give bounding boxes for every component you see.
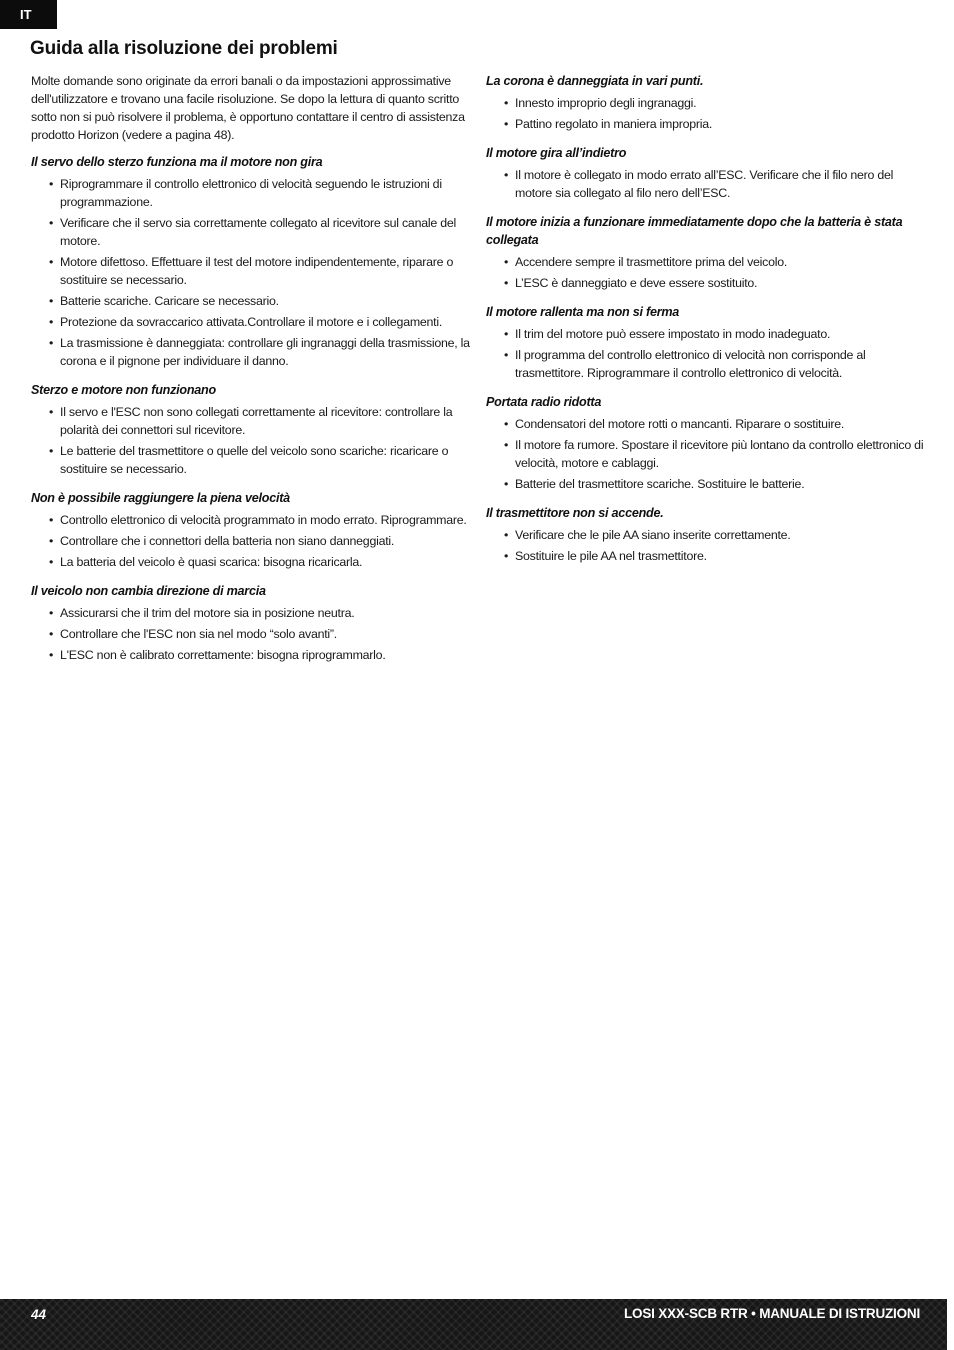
list-item: • Il servo e l'ESC non sono collegati correttamente al ricevitore: controllare la polarità dei connettori sul ricevitore.	[31, 403, 471, 439]
list-item: • Batterie del trasmettitore scariche. Sostituire le batterie.	[486, 475, 928, 493]
list-item: • Assicurarsi che il trim del motore sia in posizione neutra.	[31, 604, 471, 622]
troubleshooting-section	[486, 504, 928, 565]
list-item: • Le batterie del trasmettitore o quelle del veicolo sono scariche: ricaricare o sostituire se necessario.	[31, 442, 471, 478]
list-item: • Verificare che le pile AA siano inserite correttamente.	[486, 526, 928, 544]
left-sections	[31, 153, 471, 664]
bullet-list	[486, 526, 928, 565]
list-item: • Batterie scariche. Caricare se necessario.	[31, 292, 471, 310]
list-item: • Pattino regolato in maniera impropria.	[486, 115, 928, 133]
section-heading: La corona è danneggiata in vari punti.	[486, 74, 704, 88]
list-item: • Controllare che i connettori della batteria non siano danneggiati.	[31, 532, 471, 550]
bullet-list	[486, 94, 928, 133]
troubleshooting-section	[486, 213, 928, 292]
list-item: • Controllare che l'ESC non sia nel modo “solo avanti”.	[31, 625, 471, 643]
right-column	[486, 72, 928, 576]
list-item: • La trasmissione è danneggiata: controllare gli ingranaggi della trasmissione, la corona e il pignone per individuare il danno.	[31, 334, 471, 370]
troubleshooting-section	[486, 144, 928, 202]
list-item: • Motore difettoso. Effettuare il test del motore indipendentemente, riparare o sostituire se necessario.	[31, 253, 471, 289]
section-heading: Sterzo e motore non funzionano	[31, 383, 216, 397]
page-number: 44	[31, 1307, 47, 1322]
troubleshooting-section	[31, 582, 471, 664]
bullet-list	[486, 166, 928, 202]
language-tab: IT	[0, 0, 57, 29]
troubleshooting-section	[486, 393, 928, 493]
list-item: • Riprogrammare il controllo elettronico di velocità seguendo le istruzioni di programmazione.	[31, 175, 471, 211]
list-item: • Controllo elettronico di velocità programmato in modo errato. Riprogrammare.	[31, 511, 471, 529]
section-heading: Il veicolo non cambia direzione di marcia	[31, 584, 266, 598]
section-heading: Il servo dello sterzo funziona ma il motore non gira	[31, 155, 323, 169]
page-footer	[0, 1299, 954, 1350]
bullet-list	[31, 604, 471, 664]
section-heading: Il trasmettitore non si accende.	[486, 506, 664, 520]
bullet-list	[31, 403, 471, 478]
list-item: • Verificare che il servo sia correttamente collegato al ricevitore sul canale del motore.	[31, 214, 471, 250]
list-item: • Accendere sempre il trasmettitore prima del veicolo.	[486, 253, 928, 271]
troubleshooting-section	[31, 489, 471, 571]
bullet-list	[31, 511, 471, 571]
intro-paragraph: Molte domande sono originate da errori banali o da impostazioni approssimative dell'utilizzatore e trovano una facile risoluzione. Se dopo la lettura di quanto scritto sotto non si può risolvere il problema, è opportuno contattare il centro di assistenza prodotto Horizon (vedere a pagina 48).	[31, 74, 465, 142]
list-item: • L’ESC è danneggiato e deve essere sostituito.	[486, 274, 928, 292]
right-sections	[486, 72, 928, 565]
troubleshooting-section	[486, 303, 928, 382]
manual-title: LOSI XXX-SCB RTR • MANUALE DI ISTRUZIONI	[624, 1306, 920, 1321]
troubleshooting-section	[31, 381, 471, 478]
section-heading: Non è possibile raggiungere la piena velocità	[31, 491, 290, 505]
list-item: • Innesto improprio degli ingranaggi.	[486, 94, 928, 112]
section-heading: Il motore rallenta ma non si ferma	[486, 305, 680, 319]
troubleshooting-section	[31, 153, 471, 370]
section-heading: Il motore inizia a funzionare immediatamente dopo che la batteria è stata collegata	[486, 215, 903, 247]
page-title: Guida alla risoluzione dei problemi	[30, 38, 338, 59]
list-item: • Il motore fa rumore. Spostare il ricevitore più lontano da controllo elettronico di velocità, motore e cablaggi.	[486, 436, 928, 472]
bullet-list	[486, 253, 928, 292]
section-heading: Portata radio ridotta	[486, 395, 602, 409]
list-item: • Il trim del motore può essere impostato in modo inadeguato.	[486, 325, 928, 343]
left-column	[31, 72, 471, 675]
section-heading: Il motore gira all’indietro	[486, 146, 627, 160]
list-item: • Protezione da sovraccarico attivata.Controllare il motore e i collegamenti.	[31, 313, 471, 331]
list-item: • Il motore è collegato in modo errato all’ESC. Verificare che il filo nero del motore sia collegato al filo nero dell’ESC.	[486, 166, 928, 202]
list-item: • L'ESC non è calibrato correttamente: bisogna riprogrammarlo.	[31, 646, 471, 664]
bullet-list	[486, 325, 928, 382]
bullet-list	[486, 415, 928, 493]
bullet-list	[31, 175, 471, 370]
list-item: • La batteria del veicolo è quasi scarica: bisogna ricaricarla.	[31, 553, 471, 571]
troubleshooting-section	[486, 72, 928, 133]
list-item: • Sostituire le pile AA nel trasmettitore.	[486, 547, 928, 565]
list-item: • Il programma del controllo elettronico di velocità non corrisponde al trasmettitore. Riprogrammare il controllo elettronico di velocità.	[486, 346, 928, 382]
list-item: • Condensatori del motore rotti o mancanti. Riparare o sostituire.	[486, 415, 928, 433]
footer-edge	[947, 1299, 954, 1350]
